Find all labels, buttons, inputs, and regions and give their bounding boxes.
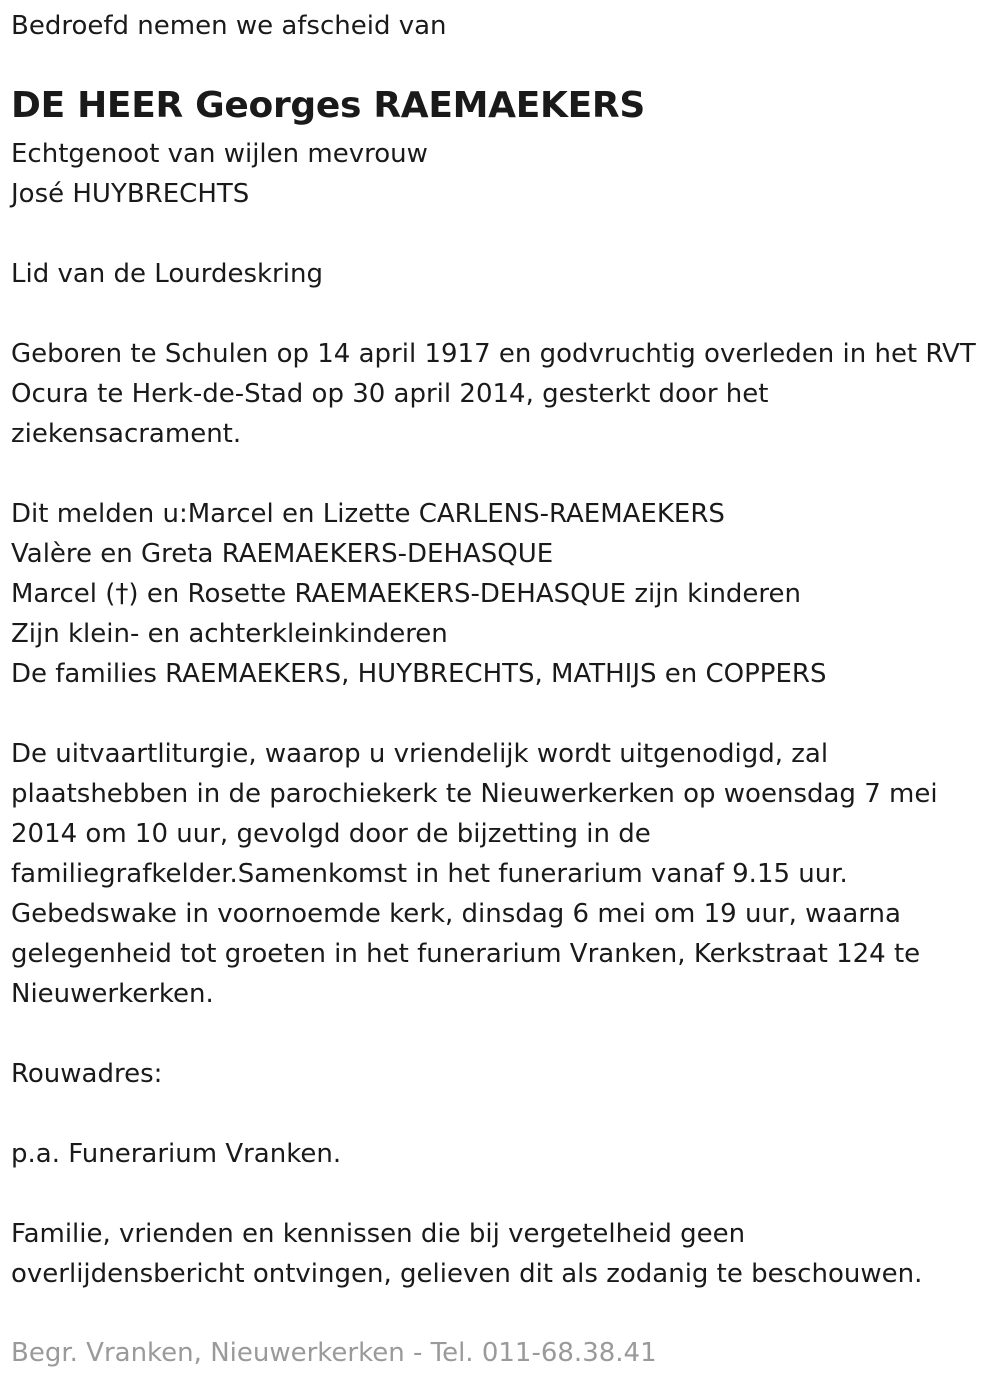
family-line: De families RAEMAEKERS, HUYBRECHTS, MATHIJS en COPPERS: [11, 659, 827, 689]
obituary-notice: [11, 6, 991, 1294]
spacer: [11, 1014, 991, 1054]
family-line: Marcel (†) en Rosette RAEMAEKERS-DEHASQUE zijn kinderen: [11, 579, 802, 609]
spacer: [11, 294, 991, 334]
spacer: [11, 454, 991, 494]
spouse-line-2: José HUYBRECHTS: [11, 179, 250, 209]
paragraph-line: Geboren te Schulen op 14 april 1917 en godvruchtig overleden in het RVT: [11, 339, 976, 369]
spacer: [11, 694, 991, 734]
family-line: Dit melden u:Marcel en Lizette CARLENS-RAEMAEKERS: [11, 499, 725, 529]
address-label: Rouwadres:: [11, 1059, 163, 1089]
spacer: [11, 214, 991, 254]
spouse-line-1: Echtgenoot van wijlen mevrouw: [11, 139, 428, 169]
spacer: [11, 1174, 991, 1214]
funeral-home-footer: Begr. Vranken, Nieuwerkerken - Tel. 011-68.38.41: [11, 1338, 657, 1368]
paragraph-line: Ocura te Herk-de-Stad op 30 april 2014, gesterkt door het: [11, 379, 769, 409]
paragraph-line: gelegenheid tot groeten in het funerarium Vranken, Kerkstraat 124 te: [11, 939, 921, 969]
paragraph-line: ziekensacrament.: [11, 419, 242, 449]
paragraph-line: plaatshebben in de parochiekerk te Nieuwerkerken op woensdag 7 mei: [11, 779, 938, 809]
paragraph-line: 2014 om 10 uur, gevolgd door de bijzetting in de: [11, 819, 651, 849]
address-value: p.a. Funerarium Vranken.: [11, 1139, 342, 1169]
intro-text: Bedroefd nemen we afscheid van: [11, 11, 447, 41]
notice-paragraph: [11, 1214, 991, 1294]
funeral-details-paragraph: [11, 734, 991, 1014]
family-line: Valère en Greta RAEMAEKERS-DEHASQUE: [11, 539, 554, 569]
paragraph-line: De uitvaartliturgie, waarop u vriendelijk wordt uitgenodigd, zal: [11, 739, 829, 769]
family-line: Zijn klein- en achterkleinkinderen: [11, 619, 448, 649]
paragraph-line: Familie, vrienden en kennissen die bij vergetelheid geen: [11, 1219, 746, 1249]
spacer: [11, 1094, 991, 1134]
membership-text: Lid van de Lourdeskring: [11, 259, 323, 289]
paragraph-line: Nieuwerkerken.: [11, 979, 214, 1009]
deceased-name: DE HEER Georges RAEMAEKERS: [11, 85, 645, 126]
family-announcement: [11, 494, 991, 694]
paragraph-line: overlijdensbericht ontvingen, gelieven dit als zodanig te beschouwen.: [11, 1259, 923, 1289]
paragraph-line: Gebedswake in voornoemde kerk, dinsdag 6 mei om 19 uur, waarna: [11, 899, 901, 929]
birth-death-paragraph: [11, 334, 991, 454]
paragraph-line: familiegrafkelder.Samenkomst in het funerarium vanaf 9.15 uur.: [11, 859, 848, 889]
